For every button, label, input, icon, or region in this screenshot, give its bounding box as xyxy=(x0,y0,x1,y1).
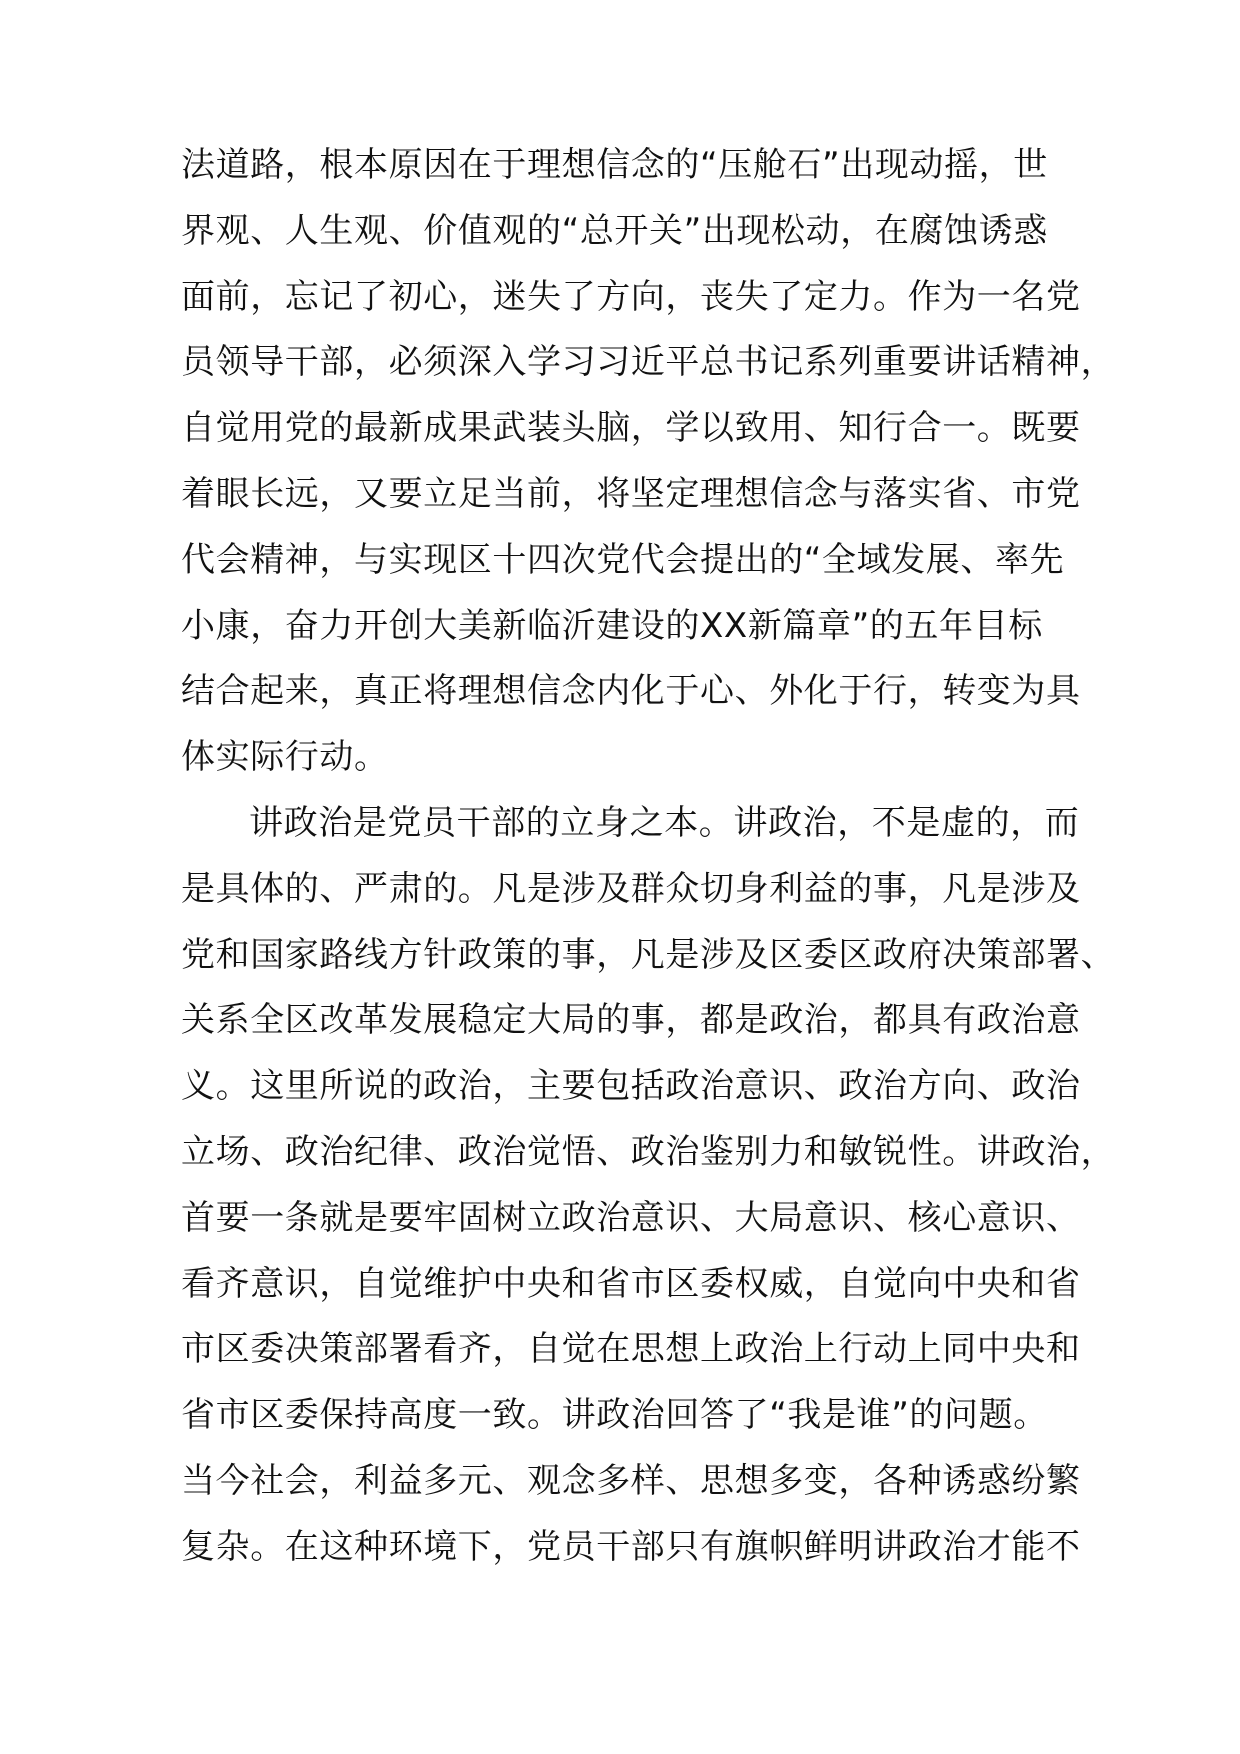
text-line: 自觉用党的最新成果武装头脑，学以致用、知行合一。既要 xyxy=(181,408,1081,449)
paragraph-2 xyxy=(181,791,1116,1581)
text-line: 复杂。在这种环境下，党员干部只有旗帜鲜明讲政治才能不 xyxy=(181,1526,1081,1567)
text-line: 党和国家路线方针政策的事，凡是涉及区委区政府决策部署、 xyxy=(181,934,1116,975)
text-line: 省市区委保持高度一致。讲政治回答了“我是谁”的问题。 xyxy=(181,1395,1048,1436)
text-line: 代会精神，与实现区十四次党代会提出的“全域发展、率先 xyxy=(181,539,1065,580)
text-line: 小康，奋力开创大美新临沂建设的XX新篇章”的五年目标 xyxy=(181,605,1043,646)
text-line: 是具体的、严肃的。凡是涉及群众切身利益的事，凡是涉及 xyxy=(181,868,1081,909)
text-line: 首要一条就是要牢固树立政治意识、大局意识、核心意识、 xyxy=(181,1197,1081,1238)
text-line: 界观、人生观、价值观的“总开关”出现松动，在腐蚀诱惑 xyxy=(181,210,1048,251)
text-line: 当今社会，利益多元、观念多样、思想多变，各种诱惑纷繁 xyxy=(181,1460,1081,1501)
text-line: 看齐意识，自觉维护中央和省市区委权威，自觉向中央和省 xyxy=(181,1263,1081,1304)
text-line: 结合起来，真正将理想信念内化于心、外化于行，转变为具 xyxy=(181,671,1081,712)
text-line: 关系全区改革发展稳定大局的事，都是政治，都具有政治意 xyxy=(181,1000,1081,1041)
text-line: 法道路，根本原因在于理想信念的“压舱石”出现动摇，世 xyxy=(181,145,1048,185)
body-text xyxy=(181,133,1116,1581)
text-line: 义。这里所说的政治，主要包括政治意识、政治方向、政治 xyxy=(181,1066,1081,1107)
text-line: 员领导干部，必须深入学习习近平总书记系列重要讲话精神， xyxy=(181,342,1116,383)
text-line: 体实际行动。 xyxy=(181,737,389,778)
text-line: 立场、政治纪律、政治觉悟、政治鉴别力和敏锐性。讲政治， xyxy=(181,1131,1116,1172)
text-line-indented: 讲政治是党员干部的立身之本。讲政治，不是虚的，而 xyxy=(249,802,1080,843)
text-line: 着眼长远，又要立足当前，将坚定理想信念与落实省、市党 xyxy=(181,473,1081,514)
paragraph-1 xyxy=(181,133,1116,791)
text-line: 面前，忘记了初心，迷失了方向，丧失了定力。作为一名党 xyxy=(181,276,1081,317)
text-line: 市区委决策部署看齐，自觉在思想上政治上行动上同中央和 xyxy=(181,1329,1081,1370)
